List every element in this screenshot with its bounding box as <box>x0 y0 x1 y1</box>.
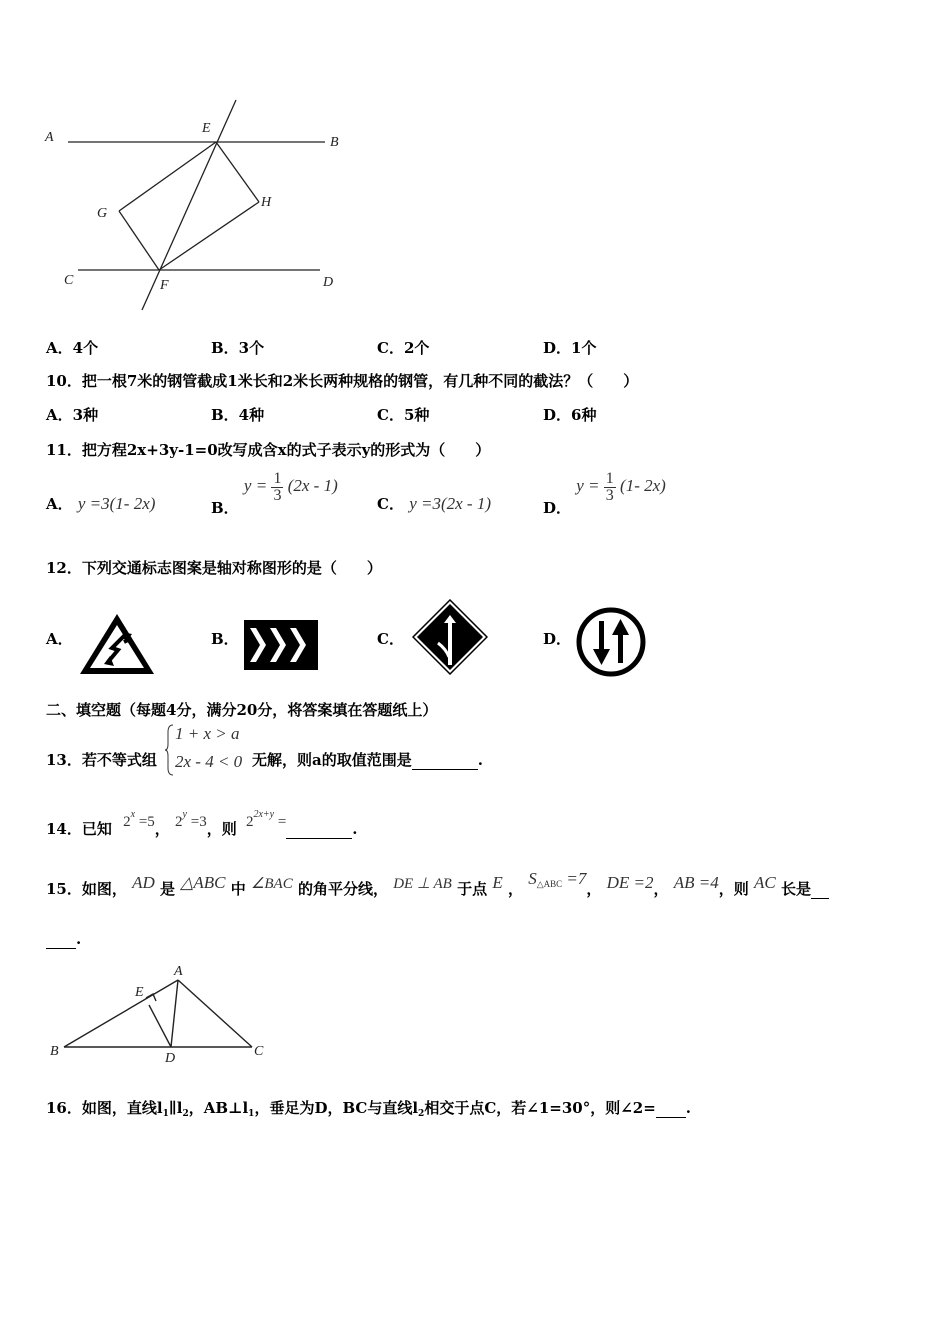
option-label: D． <box>543 499 572 518</box>
q15-line: 15．如图， AD 是 △ABC 中 ∠BAC 的角平分线， DE ⊥ AB 于点 E ， $S_{\triangle ABC} =7$， DE =2， AB =4，则 AC 长是 <box>46 878 829 900</box>
q9-option-b[interactable]: B．3个 <box>211 339 265 357</box>
seg-de <box>149 1005 171 1047</box>
label-f: F <box>160 278 169 293</box>
q9-option-c[interactable]: C．2个 <box>377 339 430 357</box>
q11-option-a[interactable] <box>46 493 155 514</box>
q12-stem: 12．下列交通标志图案是轴对称图形的是（ ） <box>46 559 382 577</box>
q12-label-c: C． <box>377 630 404 648</box>
q13-ineq-1: 1 + x > a <box>175 724 240 743</box>
q15-figure <box>44 960 274 1068</box>
q14-line: 14．已知 2$^x$ =5， 2$^y$ =3，则 $2^{2x+y}$ = . <box>46 809 358 838</box>
option-label: B． <box>211 499 239 518</box>
label-b: B <box>50 1044 59 1059</box>
section-2-title: 二、填空题（每题4分，满分20分，将答案填在答题纸上） <box>46 701 438 719</box>
formula-b: y = $\frac{1}{3}$ (2x - 1) <box>243 470 338 504</box>
formula-a: y =3(1- 2x) <box>77 494 156 513</box>
q12-label-b: B． <box>211 630 239 648</box>
seg-eh <box>216 142 259 202</box>
q14-answer-blank[interactable] <box>286 820 352 839</box>
label-a: A <box>174 964 183 979</box>
label-e: E <box>135 985 144 1000</box>
label-e: E <box>202 121 211 136</box>
q13-ineq-2: 2x - 4 < 0 <box>175 752 243 771</box>
option-label: A． <box>46 495 73 513</box>
line-transversal <box>142 100 236 310</box>
sign-c-merge-diamond-icon[interactable] <box>412 599 488 675</box>
option-label: C． <box>377 495 404 513</box>
seg-ba <box>64 980 178 1047</box>
label-d: D <box>165 1051 176 1066</box>
q11-option-c[interactable] <box>377 493 491 514</box>
q12-label-d: D． <box>543 630 572 648</box>
q9-option-d[interactable]: D．1个 <box>543 339 597 357</box>
q15-line-2: . <box>46 930 81 949</box>
label-a: A <box>45 130 54 145</box>
q10-option-c[interactable]: C．5种 <box>377 406 430 424</box>
seg-hf <box>159 202 259 270</box>
right-angle-mark <box>146 994 156 1001</box>
q11-stem: 11．把方程2x+3y-1=0改写成含x的式子表示y的形式为（ ） <box>46 441 491 459</box>
q10-stem: 10．把一根7米的钢管截成1米长和2米长两种规格的钢管，有几种不同的截法？（ ） <box>46 372 639 390</box>
seg-ad <box>171 980 178 1047</box>
formula-d: y = $\frac{1}{3}$ (1- 2x) <box>576 470 666 504</box>
q16-stem: 16．如图，直线$l_1\parallel l_2$，$AB\perp l_1$，垂足为D，BC与直线$l_2$相交于点C，若∠1=30°，则∠2= . <box>46 1099 692 1119</box>
q10-option-b[interactable]: B．4种 <box>211 406 265 424</box>
sign-b-chevron-icon[interactable] <box>244 620 318 670</box>
label-b: B <box>330 135 339 150</box>
sign-a-warning-triangle-icon[interactable] <box>78 612 156 676</box>
q13-prefix: 13．若不等式组 <box>46 751 157 769</box>
q11-option-b[interactable] <box>211 470 338 518</box>
label-h: H <box>261 195 272 210</box>
formula-c: y =3(2x - 1) <box>409 494 491 513</box>
label-g: G <box>97 206 108 221</box>
q15-answer-blank-b[interactable] <box>46 930 76 949</box>
seg-ac <box>178 980 252 1047</box>
q16-answer-blank[interactable] <box>656 1099 686 1118</box>
label-c: C <box>254 1044 264 1059</box>
q11-option-d[interactable] <box>543 470 666 518</box>
q10-option-d[interactable]: D．6种 <box>543 406 597 424</box>
sign-d-two-way-circle-icon[interactable] <box>576 607 646 677</box>
q15-answer-blank-a[interactable] <box>811 880 829 899</box>
label-c: C <box>64 273 74 288</box>
q13-suffix: 无解，则a的取值范围是 . <box>252 751 483 769</box>
seg-gf <box>119 211 159 270</box>
q10-option-a[interactable]: A．3种 <box>46 406 99 424</box>
q9-option-a[interactable]: A．4个 <box>46 339 99 357</box>
q12-label-a: A． <box>46 630 73 648</box>
q13-answer-blank[interactable] <box>412 751 478 770</box>
label-d: D <box>323 275 334 290</box>
system-brace <box>164 724 174 776</box>
q9-figure <box>40 95 360 320</box>
